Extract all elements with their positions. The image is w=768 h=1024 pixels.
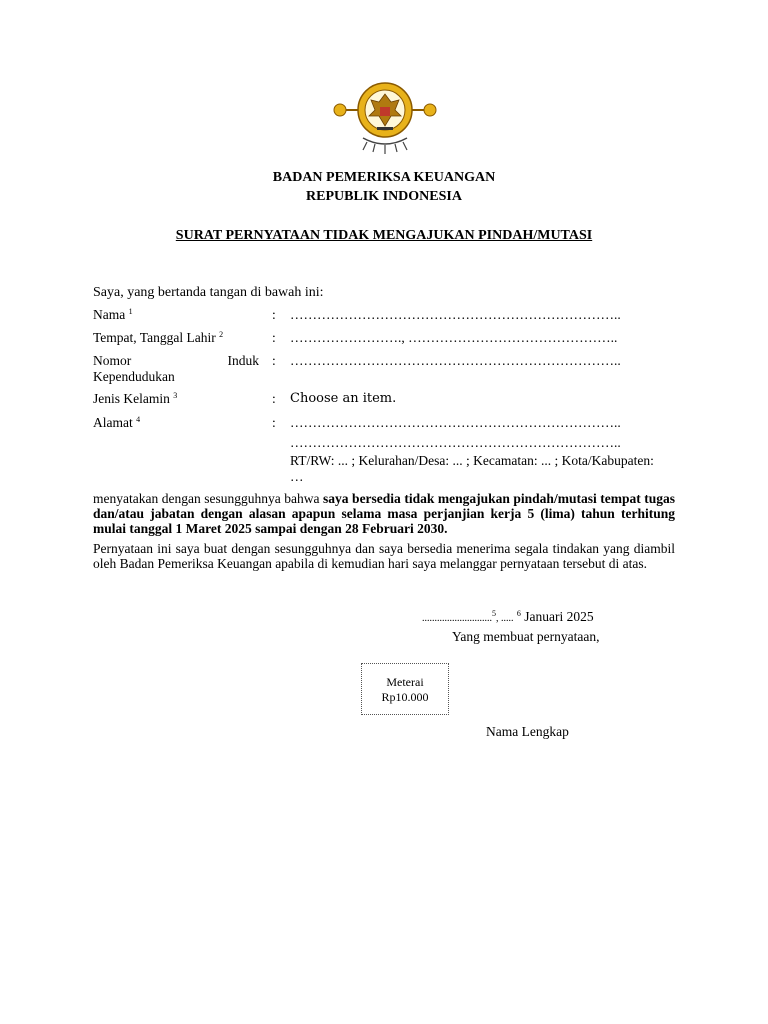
gender-dropdown[interactable]: Choose an item.	[290, 391, 397, 406]
stamp-duty-box: Meterai Rp10.000	[361, 663, 449, 715]
field-value-alamat-rtrw[interactable]: RT/RW: ... ; Kelurahan/Desa: ... ; Kecamatan: ... ; Kota/Kabupaten:	[290, 453, 654, 468]
field-value-nama[interactable]: ………………………………………………………………..	[290, 307, 621, 322]
signer-name: Nama Lengkap	[486, 724, 569, 739]
field-value-ttl[interactable]: ……………………., ………………………………………..	[290, 330, 618, 345]
place-date-line: ............................$^5$, ..... $^6$ Januari 2025	[422, 609, 594, 624]
document-page: BADAN PEMERIKSA KEUANGAN REPUBLIK INDONESIA SURAT PERNYATAAN TIDAK MENGAJUKAN PINDAH/MUTASI Saya, yang bertanda tangan di bawah ini: Nama $^1$ : ……………………………………………………………….. Tempat, Tanggal Lahir $^2$ : ……………………., ……………………………………….. Nomor Induk Kependudukan : ……………………………………………………………….. Jenis Kelamin $^3$ : Choose an item. Alamat $^4$ : ……………………………………………………………….. ……………………………………………………………….. RT/RW: ... ; Kelurahan/Desa: ... ; Kecamatan: ... ; Kota/Kabupaten: … menyatakan dengan sesungguhnya bahwa saya bersedia tidak mengajukan pindah/mutasi tempat tugas dan/atau jabatan dengan alasan apapun selama masa perjanjian kerja 5 (lima) tahun terhitung mulai tanggal 1 Maret 2025 sampai dengan 28 Februari 2030. Pernyataan ini saya buat dengan sesungguhnya dan saya bersedia menerima segala tindakan yang diambil oleh Badan Pemeriksa Keuangan apabila di kemudian hari saya melanggar pernyataan tersebut di atas. ............................$^5$, ..... $^6$ Januari 2025 Yang membuat pernyataan, Meterai Rp10.000 Nama Lengkap	[0, 0, 768, 1024]
intro-text: Saya, yang bertanda tangan di bawah ini:	[93, 285, 324, 300]
bpk-emblem-logo	[333, 80, 437, 156]
org-name-line2: REPUBLIK INDONESIA	[306, 189, 462, 204]
statement-bold: saya bersedia tidak mengajukan pindah/mutasi tempat tugas dan/atau jabatan dengan alasan apapun selama masa perjanjian kerja 5 (lima) tahun terhitung mulai tanggal 1 Maret 2025 sampai dengan 28 Februari 2030.	[93, 491, 675, 536]
field-label-alamat: Alamat $^4$	[93, 415, 141, 430]
statement-paragraph: menyatakan dengan sesungguhnya bahwa saya bersedia tidak mengajukan pindah/mutasi tempat tugas dan/atau jabatan dengan alasan apapun selama masa perjanjian kerja 5 (lima) tahun terhitung mulai tanggal 1 Maret 2025 sampai dengan 28 Februari 2030.	[93, 491, 675, 536]
closing-paragraph: Pernyataan ini saya buat dengan sesungguhnya dan saya bersedia menerima segala tindakan yang diambil oleh Badan Pemeriksa Keuangan apabila di kemudian hari saya melanggar pernyataan tersebut di atas.	[93, 541, 675, 571]
document-title: SURAT PERNYATAAN TIDAK MENGAJUKAN PINDAH/MUTASI	[175, 228, 593, 243]
field-label-jenis-kelamin: Jenis Kelamin $^3$	[93, 391, 178, 406]
field-value-nik[interactable]: ………………………………………………………………..	[290, 353, 621, 368]
field-label-nama: Nama $^1$	[93, 307, 133, 322]
field-value-alamat-line2[interactable]: ………………………………………………………………..	[290, 435, 621, 450]
field-label-nik-line2: Kependudukan	[93, 369, 175, 384]
field-value-alamat-line4[interactable]: …	[290, 469, 304, 484]
field-label-nik: Nomor Induk	[93, 353, 259, 368]
field-value-alamat-line1[interactable]: ………………………………………………………………..	[290, 415, 621, 430]
maker-label: Yang membuat pernyataan,	[452, 629, 600, 644]
org-name-line1: BADAN PEMERIKSA KEUANGAN	[272, 170, 496, 185]
field-label-ttl: Tempat, Tanggal Lahir $^2$	[93, 330, 224, 345]
